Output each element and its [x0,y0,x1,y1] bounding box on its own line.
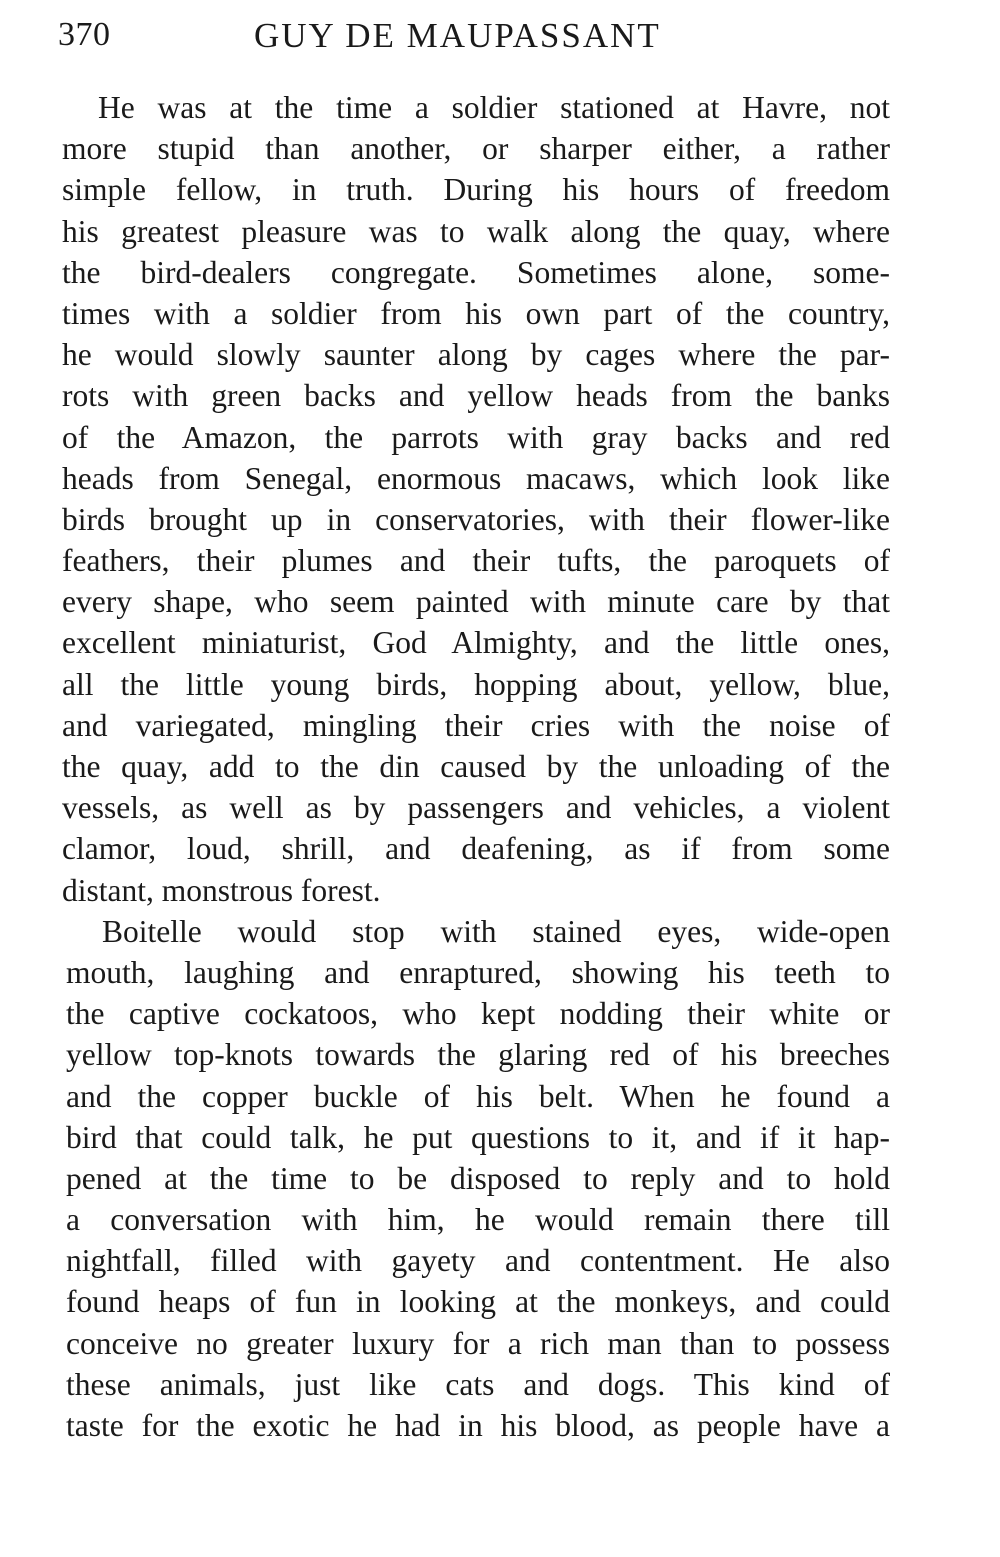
text-line: pened at the time to be disposed to reply and to hold [66,1160,890,1196]
text-line: bird that could talk, he put questions to it, and if it hap- [66,1119,890,1155]
text-line: He was at the time a soldier stationed at Havre, not [98,90,890,125]
text-line: the captive cockatoos, who kept nodding their white or [66,996,890,1032]
running-head [58,14,898,64]
text-line: and variegated, mingling their cries with the noise of [62,707,890,743]
page-number: 370 [58,16,111,53]
text-line: nightfall, filled with gayety and contentment. He also [66,1243,890,1279]
text-line: Boitelle would stop with stained eyes, wide-open [102,913,890,949]
paragraph-1 [62,87,890,911]
text-line: these animals, just like cats and dogs. This kind of [66,1366,890,1402]
text-line: a conversation with him, he would remain there till [66,1202,890,1238]
text-line: his greatest pleasure was to walk along the quay, where [62,213,890,249]
text-line: times with a soldier from his own part of the country, [62,295,890,331]
body-text [62,87,890,1446]
text-line: yellow top-knots towards the glaring red of his breeches [66,1037,890,1073]
text-line: feathers, their plumes and their tufts, the paroquets of [62,543,890,579]
text-line: he would slowly saunter along by cages where the par- [62,337,890,373]
text-line: all the little young birds, hopping about, yellow, blue, [62,666,890,702]
text-line: found heaps of fun in looking at the monkeys, and could [66,1284,890,1320]
text-line: clamor, loud, shrill, and deafening, as if from some [62,831,890,867]
text-line: taste for the exotic he had in his blood, as people have a [66,1408,890,1443]
text-line: the bird-dealers congregate. Sometimes alone, some- [62,254,890,290]
text-line: excellent miniaturist, God Almighty, and the little ones, [62,625,890,661]
text-line: rots with green backs and yellow heads from the banks [62,378,890,414]
paragraph-2 [62,911,890,1446]
text-line: mouth, laughing and enraptured, showing his teeth to [66,954,890,990]
text-line: more stupid than another, or sharper either, a rather [62,131,890,167]
text-line: every shape, who seem painted with minute care by that [62,584,890,620]
text-line: conceive no greater luxury for a rich man than to possess [66,1325,890,1361]
text-line: birds brought up in conservatories, with their flower-like [62,501,890,537]
text-line: and the copper buckle of his belt. When he found a [66,1078,890,1114]
running-head-author: GUY DE MAUPASSANT [254,16,661,55]
text-line: the quay, add to the din caused by the unloading of the [62,749,890,784]
text-line: heads from Senegal, enormous macaws, which look like [62,460,890,496]
text-line: distant, monstrous forest. [62,872,381,908]
text-line: of the Amazon, the parrots with gray backs and red [62,419,890,455]
text-line: vessels, as well as by passengers and vehicles, a violent [62,790,890,826]
text-line: simple fellow, in truth. During his hours of freedom [62,172,890,208]
